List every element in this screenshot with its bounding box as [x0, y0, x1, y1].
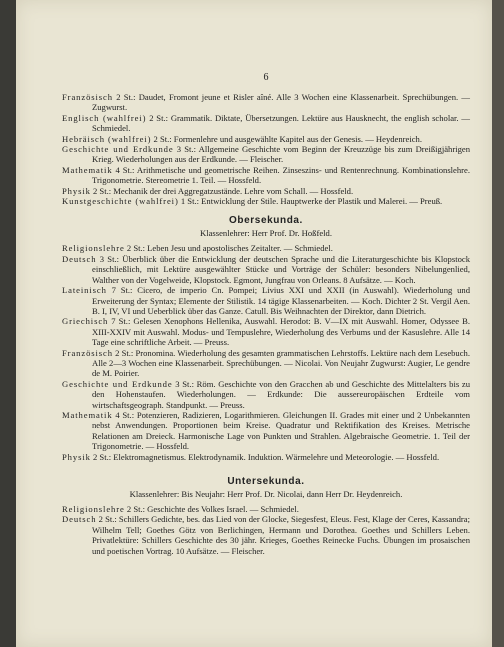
subject-entry	[62, 504, 470, 514]
subject-name: Lateinisch	[62, 285, 107, 296]
subject-entry	[62, 113, 470, 134]
subject-description: 7 St.: Cicero, de imperio Cn. Pompei; Livius XXI und XXII (in Auswahl). Wiederholung und Erweiterung der Syntax; Elemente der Stilistik. 14 tägige Klassenarbeiten. — Koch. Dichter 2 St. Vergil Aen. B. I, IV, VI und Ueberblick über das Ganze. Catull. Bis Weihnachten der Direktor, dann Dietrich.	[92, 285, 470, 316]
subject-description: 7 St.: Gelesen Xenophons Hellenika, Auswahl. Herodot: B. V—IX mit Auswahl. Homer, Odyssee B. XIII-XXIV mit Auswahl. Modus- und Tempuslehre, Wiederholung des Verbums und der Kasuslehre. Alle 14 Tage eine schriftliche Arbeit. — Preuss.	[92, 316, 470, 348]
subject-name: Hebräisch (wahlfrei)	[62, 133, 152, 144]
subject-description: 2 St.: Geschichte des Volkes Israel. — Schmiedel.	[126, 504, 299, 514]
subject-description: 1 St.: Entwicklung der Stile. Hauptwerke der Plastik und Malerei. — Preuß.	[180, 196, 443, 207]
subject-name: Deutsch	[62, 514, 97, 525]
subject-entry	[62, 410, 470, 452]
class-teacher-untersekunda: Klassenlehrer: Bis Neujahr: Herr Prof. Dr. Nicolai, dann Herr Dr. Heydenreich.	[129, 489, 403, 499]
subject-entry	[62, 379, 470, 410]
subject-name: Geschichte und Erdkunde	[62, 144, 174, 155]
subject-name: Englisch (wahlfrei)	[62, 112, 147, 123]
continued-class-section	[62, 92, 470, 206]
subject-name: Religionslehre	[62, 243, 125, 254]
subject-description: 2 St.: Mechanik der drei Aggregatzustände. Lehre vom Schall. — Hossfeld.	[92, 185, 354, 196]
subject-name: Geschichte und Erdkunde	[62, 378, 173, 389]
subject-name: Physik	[62, 451, 91, 462]
subject-description: 3 St.: Röm. Geschichte von den Gracchen ab und Geschichte des Mittelalters bis zu den Hohenstaufen. Wiederholungen. — Erdkunde: Die aussereuropäischen Erdteile vom wirtschaftsgeograph. Standpunkt. — Preuss.	[92, 378, 470, 410]
subject-name: Deutsch	[62, 253, 97, 264]
subject-entry	[62, 92, 470, 113]
subject-description: 3 St.: Überblick über die Entwicklung der deutschen Sprache und die Literaturgeschichte bis Klopstock einschließlich, mit Lektüre ausgewählter Stücke und Vorträge der Schüler: besonders Nibelungenlied, Walther von der Vogelweide, Klopstock. Egmont, Jungfrau von Orleans. 8 Aufsätze. — Koch.	[92, 253, 470, 285]
subject-name: Griechisch	[62, 316, 109, 327]
page-number: 6	[263, 72, 269, 83]
subject-description: 2 St.: Formenlehre und ausgewählte Kapitel aus der Genesis. — Heydenreich.	[153, 133, 422, 144]
subject-entry	[62, 452, 470, 462]
subject-description: 2 St.: Elektromagnetismus. Elektrodynamik. Induktion. Wärmelehre und Meteorologie. — Hossfeld.	[92, 451, 440, 462]
subject-entry	[62, 165, 470, 186]
subject-name: Mathematik	[62, 164, 113, 175]
subject-entry	[62, 348, 470, 379]
subject-entry	[62, 196, 470, 206]
subject-entry	[62, 254, 470, 285]
subject-name: Religionslehre	[62, 504, 125, 514]
subject-name: Französisch	[62, 92, 113, 102]
subject-description: 4 St.: Potenzieren, Radizieren, Logarithmieren. Gleichungen II. Grades mit einer und 2 Unbekannten nebst Anwendungen. Proportionen beim Kreise. Quadratur und Rektifikation des Kreises. Metrische Relationen am Dreieck. Harmonische Lage von Punkten und Strahlen. Algebraische Geometrie. 1. Teil der Trigonometrie. — Hossfeld.	[92, 409, 470, 452]
subject-description: 2 St.: Grammatik. Diktate, Übersetzungen. Lektüre aus Hausknecht, the english scholar. — Schmiedel.	[92, 112, 470, 134]
subject-entry	[62, 285, 470, 316]
subject-entry	[62, 186, 470, 196]
book-page	[16, 0, 492, 647]
subject-name: Physik	[62, 185, 91, 196]
subject-description: 4 St.: Arithmetische und geometrische Reihen. Zinseszins- und Rentenrechnung. Kombinationslehre. Trigonometrie. Stereometrie 1. Teil. — Hossfeld.	[92, 164, 470, 186]
subject-description: 2 St.: Daudet, Fromont jeune et Risler aîné. Alle 3 Wochen eine Klassenarbeit. Sprechübungen. — Zugwurst.	[92, 92, 470, 113]
subject-name: Kunstgeschichte (wahlfrei)	[62, 196, 179, 207]
subject-description: 3 St.: Allgemeine Geschichte vom Beginn der Kreuzzüge bis zum Dreißigjährigen Krieg. Wiederholungen aus der Erdkunde. — Fleischer.	[92, 144, 470, 165]
subject-description: 2 St.: Schillers Gedichte, bes. das Lied von der Glocke, Siegesfest, Eleus. Fest, Klage der Ceres, Kassandra; Wilhelm Tell; Goethes Götz von Berlichingen, Hermann und Dorothea. Goethes und Schillers Leben. Privatlektüre: Schillers Geschichte des 30 jähr. Krieges, Goethes Reinecke Fuchs. Übungen im prosaischen und poetischen Vortrag. 10 Aufsätze. — Fleischer.	[92, 514, 470, 556]
book-spine	[492, 0, 504, 647]
obersekunda-subjects	[62, 243, 470, 462]
subject-entry	[62, 134, 470, 144]
untersekunda-subjects	[62, 504, 470, 556]
subject-description: 2 St.: Leben Jesu und apostolisches Zeitalter. — Schmiedel.	[126, 243, 333, 254]
section-heading-obersekunda: Obersekunda.	[229, 215, 303, 227]
section-heading-untersekunda: Untersekunda.	[227, 476, 305, 487]
subject-name: Französisch	[62, 347, 113, 358]
page-content	[62, 72, 470, 556]
subject-name: Mathematik	[62, 409, 113, 420]
subject-description: 2 St.: Pronomina. Wiederholung des gesamten grammatischen Lehrstoffs. Lektüre nach dem Lesebuch. Alle 2—3 Wochen eine Klassenarbeit. Sprechübungen. — Nicolai. Von Neujahr Zugwurst: Augier, Le gendre de M. Poirier.	[92, 347, 470, 379]
subject-entry	[62, 243, 470, 253]
subject-entry	[62, 144, 470, 165]
subject-entry	[62, 514, 470, 556]
subject-entry	[62, 316, 470, 347]
class-teacher-obersekunda: Klassenlehrer: Herr Prof. Dr. Hoßfeld.	[200, 228, 332, 239]
